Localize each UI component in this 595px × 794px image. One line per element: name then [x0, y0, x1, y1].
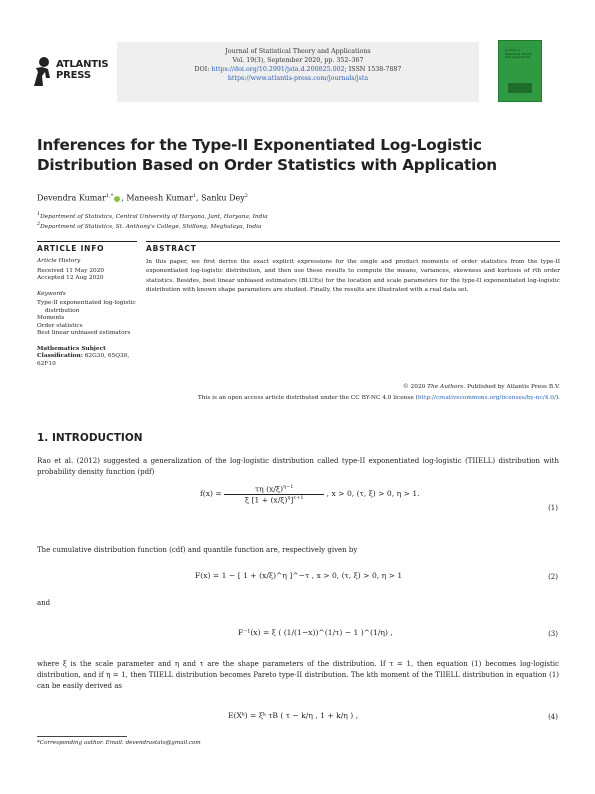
divider	[146, 241, 560, 242]
paper-title: Inferences for the Type-II Exponentiated Log-Logistic Distribution Based on Order Statistics with Application	[37, 136, 497, 174]
received-date: Received 11 May 2020	[37, 267, 105, 274]
paragraph: and	[37, 599, 51, 607]
equation-1: f(x) = $\frac{\tau\eta (x/\xi)^{\eta-1}}{\xi [1 + (x/\xi)^\eta]^{\tau+1}}$ , x > 0, (τ, ξ) > 0, η > 1.	[200, 484, 420, 505]
divider	[37, 241, 137, 242]
section-heading: 1. INTRODUCTION	[37, 432, 143, 444]
paragraph: where ξ is the scale parameter and η and τ are the shape parameters of the distribution. If τ = 1, then equation (1) becomes log-logistic distribution, and if η = 1, then TIIELL distribution becomes Pareto type-II distribution. The kth moment of the TIIELL distribution in equation (1) can be easily derived as	[37, 660, 559, 690]
equation-number: (4)	[548, 713, 558, 721]
equation-number: (2)	[548, 573, 558, 581]
pdf-fraction: $\frac{\tau\eta (x/\xi)^{\eta-1}}{\xi [1 + (x/\xi)^\eta]^{\tau+1}}$	[224, 484, 324, 504]
author-list: Devendra Kumar$^{1,*}$ , Maneesh Kumar$^1$, Sanku Dey$^2$	[37, 193, 248, 203]
article-info-panel: Article History Received 11 May 2020 Accepted 12 Aug 2020 Keywords Type-II exponentiated log-logistic distribution Moments Order statistics Best linear unbiased estimators Mathematics Subject Classification: 62G30, 65Q30, 62F10	[37, 258, 136, 367]
journal-cover-image	[498, 40, 542, 102]
author-3: , Sanku Dey	[196, 193, 245, 203]
footnote-rule	[37, 736, 127, 737]
abstract-heading: ABSTRACT	[146, 244, 197, 253]
cover-logo	[508, 83, 532, 93]
keyword: distribution	[45, 307, 80, 314]
journal-info-box	[117, 42, 479, 102]
orcid-icon[interactable]	[114, 196, 120, 202]
publisher-logo	[30, 56, 110, 88]
affiliation-2: $^2$Department of Statistics, St. Anthony's College, Shillong, Meghalaya, India	[37, 222, 262, 230]
equation-number: (1)	[548, 504, 558, 512]
abstract-text: In this paper, we first derive the exact explicit expressions for the single and product moments of order statistics from the type-II exponentiated log-logistic distribution, and then use these results to compute the means, variances, skewness and kurtosis of rth order statistics. Besides, best linear unbiased estimators (BLUEs) for the location and scale parameters for the type-II exponentiated log-logistic distribution with known shape parameters are studied. Finally, the results are illustrated with a real data set.	[146, 259, 560, 294]
copyright-line: © 2020 The Authors. Published by Atlantis Press B.V.	[402, 384, 560, 390]
volume-line: Vol. 19(3), September 2020, pp. 352–367	[232, 57, 364, 64]
equation-2: F(x) = 1 − [ 1 + (x/ξ)^η ]^−τ , x > 0, (τ, ξ) > 0, η > 1	[195, 571, 403, 580]
accepted-date: Accepted 12 Aug 2020	[37, 275, 104, 281]
keyword: Type-II exponentiated log-logistic	[37, 300, 136, 306]
doi-line: DOI: https://doi.org/10.2991/jsta.d.200825.002; ISSN 1538-7887	[194, 66, 402, 73]
keyword: Moments	[37, 315, 65, 321]
author-2: , Maneesh Kumar	[121, 193, 193, 203]
journal-name: Journal of Statistical Theory and Applications	[225, 48, 371, 55]
equation-3: F⁻¹(x) = ξ ( (1/(1−x))^(1/τ) − 1 )^(1/η) ,	[238, 628, 393, 637]
keyword: Order statistics	[37, 322, 83, 329]
publisher-name: ATLANTIS PRESS	[56, 59, 109, 81]
journal-url[interactable]: https://www.atlantis-press.com/journals/jsta	[227, 75, 369, 82]
equation-number: (3)	[548, 630, 558, 638]
license-link[interactable]: http://creativecommons.org/licenses/by-nc/4.0/	[417, 395, 556, 401]
footnote: *Corresponding author. Email: devendrastats@gmail.com	[37, 740, 201, 746]
paragraph: Rao et al. (2012) suggested a generalization of the log-logistic distribution called type-II exponentiated log-logistic (TIIELL) distribution with probability density function (pdf)	[37, 457, 559, 476]
affiliation-1: $^1$Department of Statistics, Central University of Haryana, Jant, Haryana, India	[37, 212, 268, 220]
keyword: Best linear unbiased estimators	[37, 330, 131, 336]
article-info-heading: ARTICLE INFO	[37, 244, 105, 253]
doi-link[interactable]: https://doi.org/10.2991/jsta.d.200825.002	[211, 66, 345, 73]
paragraph: The cumulative distribution function (cdf) and quantile function are, respectively given by	[37, 546, 358, 554]
atlas-figure-icon	[30, 56, 54, 86]
license-line: This is an open access article distributed under the CC BY-NC 4.0 license (http://creativecommons.org/licenses/by-nc/4.0/).	[197, 395, 560, 401]
equation-4: E(Xᵏ) = ξᵏ τB ( τ − k/η , 1 + k/η ) ,	[228, 711, 359, 720]
author-1: Devendra Kumar	[37, 193, 106, 203]
cover-title: Journal of Statistical Theory and Applications	[505, 48, 532, 59]
